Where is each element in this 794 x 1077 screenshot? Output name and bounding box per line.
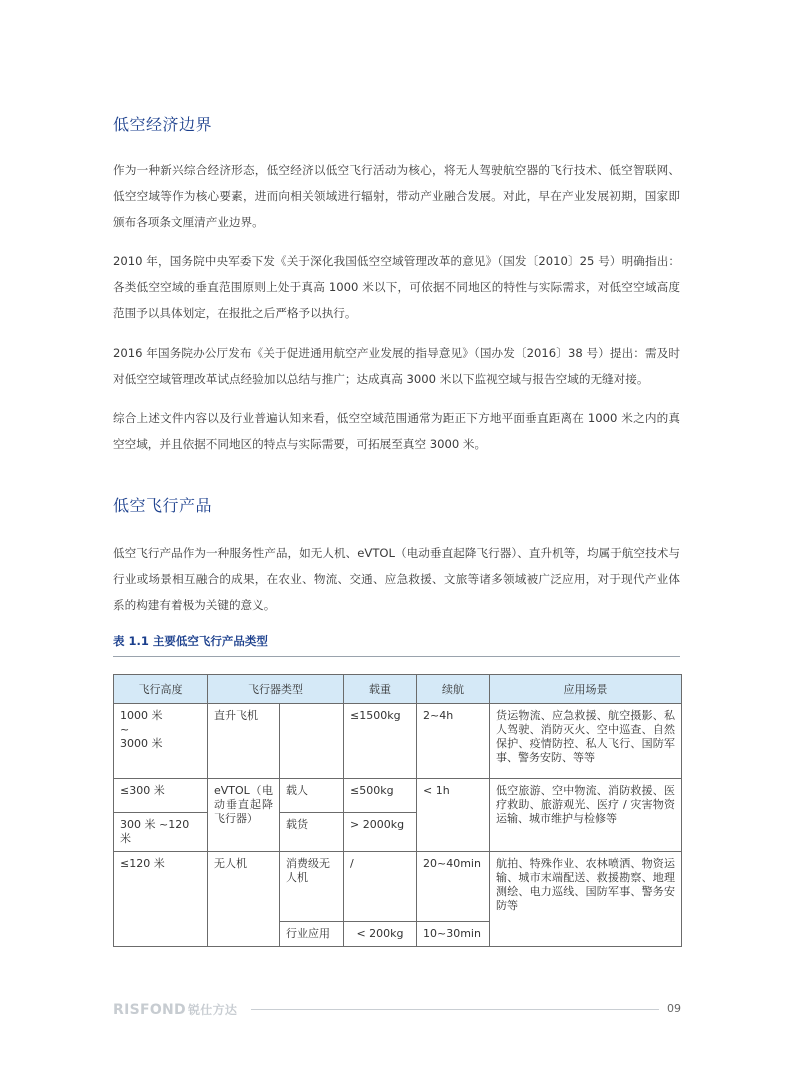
cell-load: < 200kg: [344, 922, 417, 947]
table-row: [114, 779, 682, 813]
section-title-low-altitude-economy-boundary: 低空经济边界: [113, 115, 213, 134]
cell-altitude: 300 米 ~120 米: [114, 813, 208, 852]
header-aircraft-type: 飞行器类型: [208, 675, 344, 704]
cell-subtype: 消费级无人机: [280, 852, 344, 922]
brand-logo-text: RISFOND: [113, 1002, 186, 1018]
table-row: [114, 852, 682, 922]
cell-applications: 货运物流、应急救援、航空摄影、私人驾驶、消防灭火、空中巡查、自然保护、疫情防控、私人飞行、国防军事、警务安防、等等: [490, 704, 682, 779]
header-applications: 应用场景: [490, 675, 682, 704]
cell-subtype: 行业应用: [280, 922, 344, 947]
footer-divider: [251, 1009, 659, 1010]
header-load: 载重: [344, 675, 417, 704]
paragraph-flight-products: 低空飞行产品作为一种服务性产品，如无人机、eVTOL（电动垂直起降飞行器）、直升机等，均属于航空技术与行业或场景相互融合的成果，在农业、物流、交通、应急救援、文旅等诸多领域被广泛应用，对于现代产业体系的构建有着极为关键的意义。: [113, 546, 680, 612]
cell-altitude-line: 1000 米: [120, 709, 163, 722]
section-title-low-altitude-flight-products: 低空飞行产品: [113, 496, 213, 515]
cell-endurance: < 1h: [417, 779, 490, 852]
page-number: 09: [667, 1002, 681, 1015]
cell-load: /: [344, 852, 417, 922]
cell-altitude: [114, 704, 208, 779]
cell-endurance: 2~4h: [417, 704, 490, 779]
header-endurance: 续航: [417, 675, 490, 704]
paragraph-2016-policy: 2016 年国务院办公厅发布《关于促进通用航空产业发展的指导意见》（国办发〔2016〕38 号）提出：需及时对低空空域管理改革试点经验加以总结与推广；达成真高 3000 米以下监视空域与报告空域的无缝对接。: [113, 346, 680, 386]
table-header-row: [114, 675, 682, 704]
table-row: [114, 704, 682, 779]
brand-logo: [113, 1001, 237, 1018]
cell-subtype: 载货: [280, 813, 344, 852]
paragraph-2010-policy: 2010 年，国务院中央军委下发《关于深化我国低空空域管理改革的意见》（国发〔2010〕25 号）明确指出：各类低空空域的垂直范围原则上处于真高 1000 米以下，可依据不同地区的特性与实际需求，对低空空域高度范围予以具体划定，在报批之后严格予以执行。: [113, 254, 680, 320]
cell-applications: 航拍、特殊作业、农林喷洒、物资运输、城市末端配送、救援勘察、地理测绘、电力巡线、国防军事、警务安防等: [490, 852, 682, 947]
cell-load: > 2000kg: [344, 813, 417, 852]
cell-altitude-line: ~: [120, 723, 130, 736]
caption-divider: [113, 656, 680, 657]
cell-aircraft-type: eVTOL（电动垂直起降飞行器）: [208, 779, 280, 852]
cell-load: ≤500kg: [344, 779, 417, 813]
paragraph-intro: 作为一种新兴综合经济形态，低空经济以低空飞行活动为核心，将无人驾驶航空器的飞行技术、低空智联网、低空空域等作为核心要素，进而向相关领域进行辐射，带动产业融合发展。对此，早在产业发展初期，国家即颁布各项条文厘清产业边界。: [113, 163, 680, 229]
cell-altitude-line: 3000 米: [120, 737, 163, 750]
paragraph-summary: 综合上述文件内容以及行业普遍认知来看，低空空域范围通常为距正下方地平面垂直距离在 1000 米之内的真空空域，并且依据不同地区的特点与实际需要，可拓展至真空 3000 米。: [113, 411, 680, 451]
cell-aircraft-type: 无人机: [208, 852, 280, 947]
cell-altitude: ≤120 米: [114, 852, 208, 947]
aircraft-types-table: [113, 674, 682, 947]
cell-altitude: ≤300 米: [114, 779, 208, 813]
cell-applications: 低空旅游、空中物流、消防救援、医疗救助、旅游观光、医疗 / 灾害物资运输、城市维护与检修等: [490, 779, 682, 852]
cell-subtype: 载人: [280, 779, 344, 813]
header-altitude: 飞行高度: [114, 675, 208, 704]
cell-load: ≤1500kg: [344, 704, 417, 779]
cell-aircraft-type: 直升飞机: [208, 704, 280, 779]
cell-subtype: [280, 704, 344, 779]
cell-endurance: 10~30min: [417, 922, 490, 947]
table-caption: 表 1.1 主要低空飞行产品类型: [113, 634, 268, 648]
brand-logo-cn: 锐仕方达: [187, 1003, 238, 1017]
cell-endurance: 20~40min: [417, 852, 490, 922]
